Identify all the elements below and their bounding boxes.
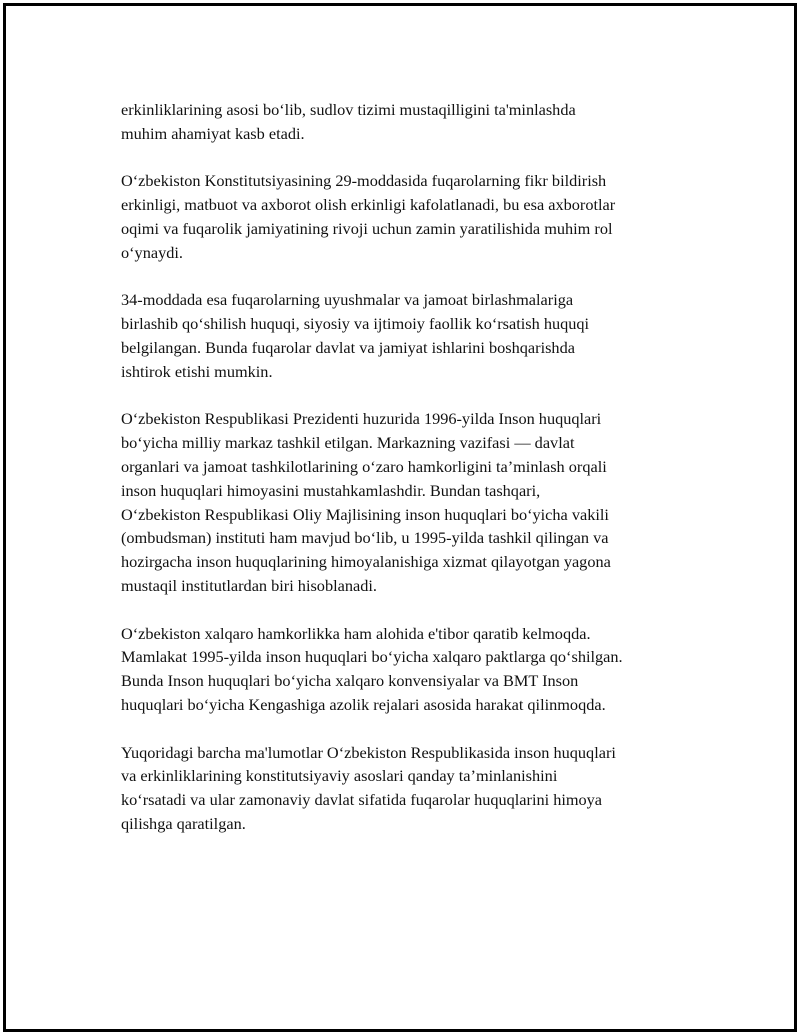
text-line: qilishga qaratilgan. — [121, 813, 246, 833]
text-line: ko‘rsatadi va ular zamonaviy davlat sifatida fuqarolar huquqlarini himoya — [121, 790, 603, 810]
text-line: bo‘yicha milliy markaz tashkil etilgan. Markazning vazifasi — davlat — [121, 433, 575, 453]
text-line: va erkinliklarining konstitutsiyaviy asoslari qanday ta’minlanishini — [121, 766, 558, 786]
document-body — [121, 98, 711, 860]
text-line: belgilangan. Bunda fuqarolar davlat va jamiyat ishlarini boshqarishda — [121, 337, 575, 357]
text-line: hozirgacha inson huquqlarining himoyalanishiga xizmat qilayotgan yagona — [121, 552, 611, 572]
text-line: Bunda Inson huquqlari bo‘yicha xalqaro konvensiyalar va BMT Inson — [121, 671, 579, 691]
text-line: muhim ahamiyat kasb etadi. — [121, 123, 305, 143]
text-line: mustaqil institutlardan biri hisoblanadi. — [121, 575, 377, 595]
text-line: O‘zbekiston Konstitutsiyasining 29-moddasida fuqarolarning fikr bildirish — [121, 171, 607, 191]
page-frame — [3, 3, 797, 1032]
text-line: erkinliklarining asosi bo‘lib, sudlov tizimi mustaqilligini ta'minlashda — [121, 100, 576, 119]
paragraph — [121, 407, 711, 597]
text-line: birlashib qo‘shilish huquqi, siyosiy va ijtimoiy faollik ko‘rsatish huquqi — [121, 314, 590, 334]
text-line: ishtirok etishi mumkin. — [121, 361, 273, 381]
text-line: 34-moddada esa fuqarolarning uyushmalar va jamoat birlashmalariga — [121, 290, 574, 310]
paragraph — [121, 288, 711, 383]
text-line: huquqlari bo‘yicha Kengashiga azolik rejalari asosida harakat qilinmoqda. — [121, 694, 606, 714]
text-line: O‘zbekiston Respublikasi Oliy Majlisining inson huquqlari bo‘yicha vakili — [121, 504, 609, 524]
text-line: oqimi va fuqarolik jamiyatining rivoji uchun zamin yaratilishida muhim rol — [121, 218, 613, 238]
text-line: Yuqoridagi barcha ma'lumotlar O‘zbekiston Respublikasida inson huquqlari — [121, 742, 616, 762]
text-line: organlari va jamoat tashkilotlarining o‘zaro hamkorligini ta’minlash orqali — [121, 456, 607, 476]
text-line: Mamlakat 1995-yilda inson huquqlari bo‘yicha xalqaro paktlarga qo‘shilgan. — [121, 647, 623, 667]
text-line: inson huquqlari himoyasini mustahkamlashdir. Bundan tashqari, — [121, 480, 541, 500]
paragraph — [121, 741, 711, 836]
text-line: O‘zbekiston Respublikasi Prezidenti huzurida 1996-yilda Inson huquqlari — [121, 409, 602, 429]
text-line: (ombudsman) instituti ham mavjud bo‘lib, u 1995-yilda tashkil qilingan va — [121, 528, 609, 548]
paragraph — [121, 622, 711, 717]
text-line: o‘ynaydi. — [121, 242, 183, 262]
text-line: erkinligi, matbuot va axborot olish erkinligi kafolatlanadi, bu esa axborotlar — [121, 195, 616, 215]
text-line: O‘zbekiston xalqaro hamkorlikka ham alohida e'tibor qaratib kelmoqda. — [121, 623, 591, 643]
paragraph — [121, 169, 711, 264]
paragraph — [121, 98, 711, 146]
